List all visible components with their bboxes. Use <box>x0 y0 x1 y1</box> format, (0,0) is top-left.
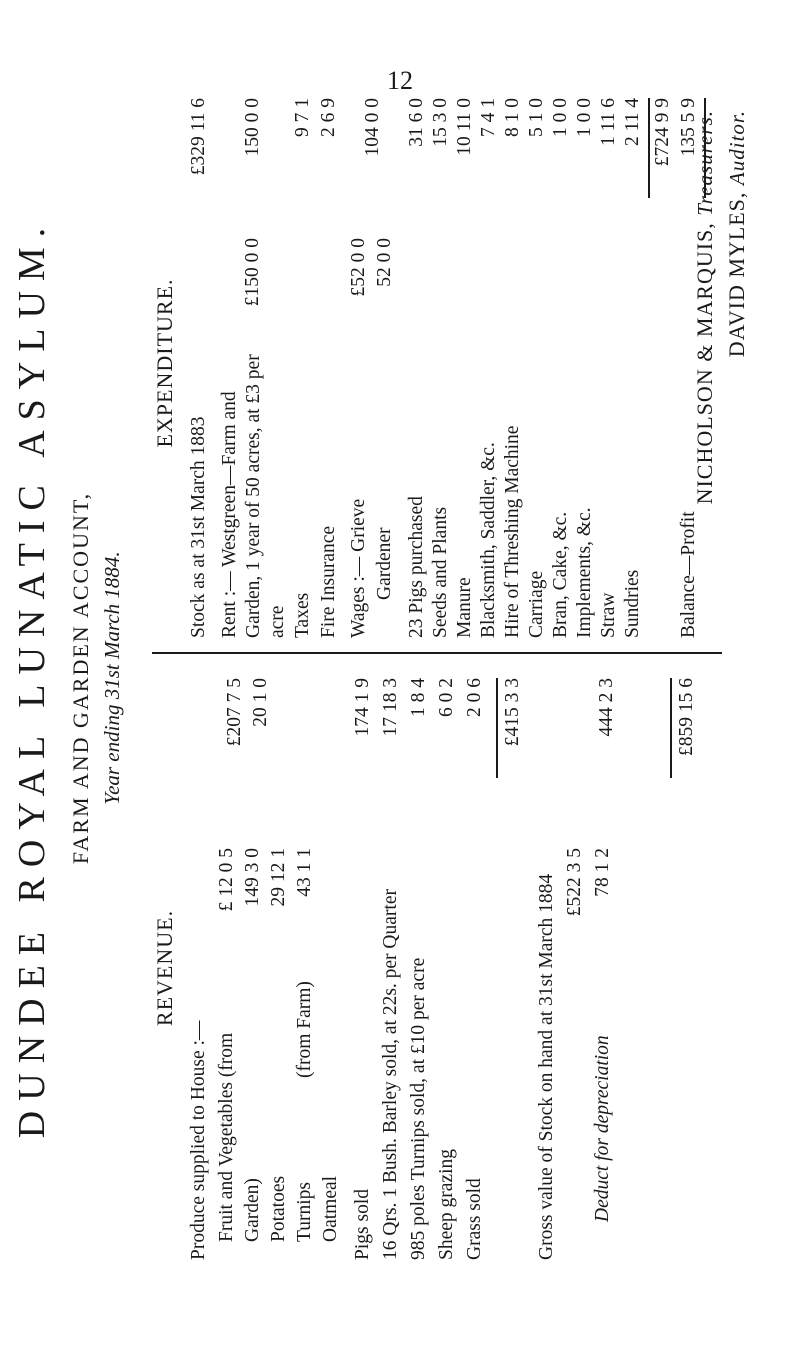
produce-item: Oatmeal <box>320 1175 341 1242</box>
column-divider <box>152 653 722 655</box>
balance-amount: 135 5 9 <box>678 98 699 157</box>
balance-label: Balance—Profit <box>678 511 699 638</box>
produce-sub-amount: 29 12 1 <box>268 848 289 907</box>
exp-item: Bran, Cake, &c. <box>550 511 571 638</box>
exp-sub-amount: £150 0 0 <box>242 238 263 307</box>
sales-item: Sheep grazing <box>436 1148 457 1260</box>
exp-amount: 1 11 6 <box>598 98 619 147</box>
produce-total-amount: £207 7 5 <box>224 678 245 747</box>
sales-item: Grass sold <box>464 1178 485 1260</box>
exp-item: Wages :— Grieve <box>348 498 369 638</box>
produce-sub-amount: 149 3 0 <box>242 848 263 907</box>
exp-item: Straw <box>598 592 619 638</box>
page-title: DUNDEE ROYAL LUNATIC ASYLUM. <box>11 217 53 1139</box>
subtotal-rule <box>496 678 498 778</box>
produce-item: Turnips <box>294 1182 315 1242</box>
exp-item: Taxes <box>292 592 313 638</box>
page-number: 12 <box>387 66 413 95</box>
exp-amount: 2 6 9 <box>318 98 339 137</box>
exp-item: Manure <box>454 577 475 638</box>
gross-stock-amount: £522 3 5 <box>564 848 585 917</box>
sales-amount: 6 0 2 <box>436 678 457 717</box>
produce-sub-amount: 43 1 1 <box>294 848 315 897</box>
exp-amount: 1 0 0 <box>550 98 571 137</box>
exp-amount: £329 11 6 <box>188 98 209 176</box>
sales-amount: 2 0 6 <box>464 678 485 717</box>
sales-item: 985 poles Turnips sold, at £10 per acre <box>408 957 429 1260</box>
sales-amount: 17 18 3 <box>380 678 401 737</box>
exp-amount: 8 1 0 <box>502 98 523 137</box>
gross-stock-label: Gross value of Stock on hand at 31st March 1884 <box>536 873 557 1260</box>
exp-item: Blacksmith, Saddler, &c. <box>478 442 499 638</box>
auditor-name: DAVID MYLES, <box>724 191 749 358</box>
auditor-role: Auditor. <box>725 110 749 186</box>
deduct-label: Deduct for depreciation <box>592 1035 613 1222</box>
exp-amount: 9 7 1 <box>292 98 313 137</box>
exp-amount: 2 11 4 <box>622 98 643 147</box>
expenditure-heading: EXPENDITURE. <box>152 278 177 448</box>
account-period: Year ending 31st March 1884. <box>100 551 124 805</box>
account-subtitle: FARM AND GARDEN ACCOUNT, <box>68 491 93 865</box>
exp-item: Rent :— Westgreen—Farm and Garden, 1 year of 50 acres, at £3 per acre <box>219 354 288 638</box>
exp-sub-amount: £52 0 0 <box>348 238 369 297</box>
sales-amount: 1 8 4 <box>408 678 429 717</box>
exp-item: 23 Pigs purchased <box>406 496 427 638</box>
exp-amount: 1 0 0 <box>574 98 595 137</box>
produce-item: Fruit and Vegetables (from <box>216 1032 237 1242</box>
sales-item: Pigs sold <box>352 1189 373 1260</box>
produce-sub-amount: £ 12 0 5 <box>216 848 237 912</box>
treasurers-name: NICHOLSON & MARQUIS, <box>692 222 717 505</box>
from-farm-label: (from Farm) <box>294 981 315 1078</box>
exp-amount: 7 4 1 <box>478 98 499 137</box>
exp-amount: 10 11 0 <box>454 98 475 156</box>
exp-item: Gardener <box>374 527 395 600</box>
produce-farm-amount: 20 1 0 <box>250 678 271 727</box>
revenue-heading: REVENUE. <box>152 909 177 1027</box>
sales-amount: 174 1 9 <box>352 678 373 737</box>
exp-item: Implements, &c. <box>574 507 595 638</box>
exp-amount: 104 0 0 <box>362 98 383 157</box>
produce-heading: Produce supplied to House :— <box>188 1020 209 1260</box>
sales-item: 16 Qrs. 1 Bush. Barley sold, at 22s. per Quarter <box>380 889 401 1260</box>
stock-net-amount: 444 2 3 <box>596 678 617 737</box>
exp-sub-amount: 52 0 0 <box>374 238 395 287</box>
produce-item: Potatoes <box>268 1175 289 1242</box>
exp-item: Sundries <box>622 569 643 638</box>
deduct-amount: 78 1 2 <box>592 848 613 897</box>
credits-block <box>692 90 792 1270</box>
total-rule <box>670 678 672 778</box>
revenue-subtotal: £415 3 3 <box>502 678 523 747</box>
exp-amount: 15 3 0 <box>430 98 451 147</box>
exp-item: Seeds and Plants <box>430 506 451 638</box>
treasurers-line <box>692 110 718 504</box>
treasurers-role: Treasurers. <box>693 110 717 216</box>
produce-item: Garden) <box>242 1178 263 1242</box>
exp-item: Carriage <box>526 570 547 638</box>
exp-subtotal: £724 9 9 <box>652 98 673 167</box>
exp-item: Fire Insurance <box>318 525 339 638</box>
exp-amount: 5 1 0 <box>526 98 547 137</box>
exp-item: Hire of Threshing Machine <box>502 425 523 638</box>
revenue-total: £859 15 6 <box>676 678 697 756</box>
rotated-page-content <box>2 88 722 1268</box>
exp-subtotal-rule <box>648 98 650 198</box>
exp-item: Stock as at 31st March 1883 <box>188 416 209 638</box>
auditor-line <box>724 110 750 357</box>
exp-amount: 31 6 0 <box>406 98 427 147</box>
exp-amount: 150 0 0 <box>242 98 263 157</box>
